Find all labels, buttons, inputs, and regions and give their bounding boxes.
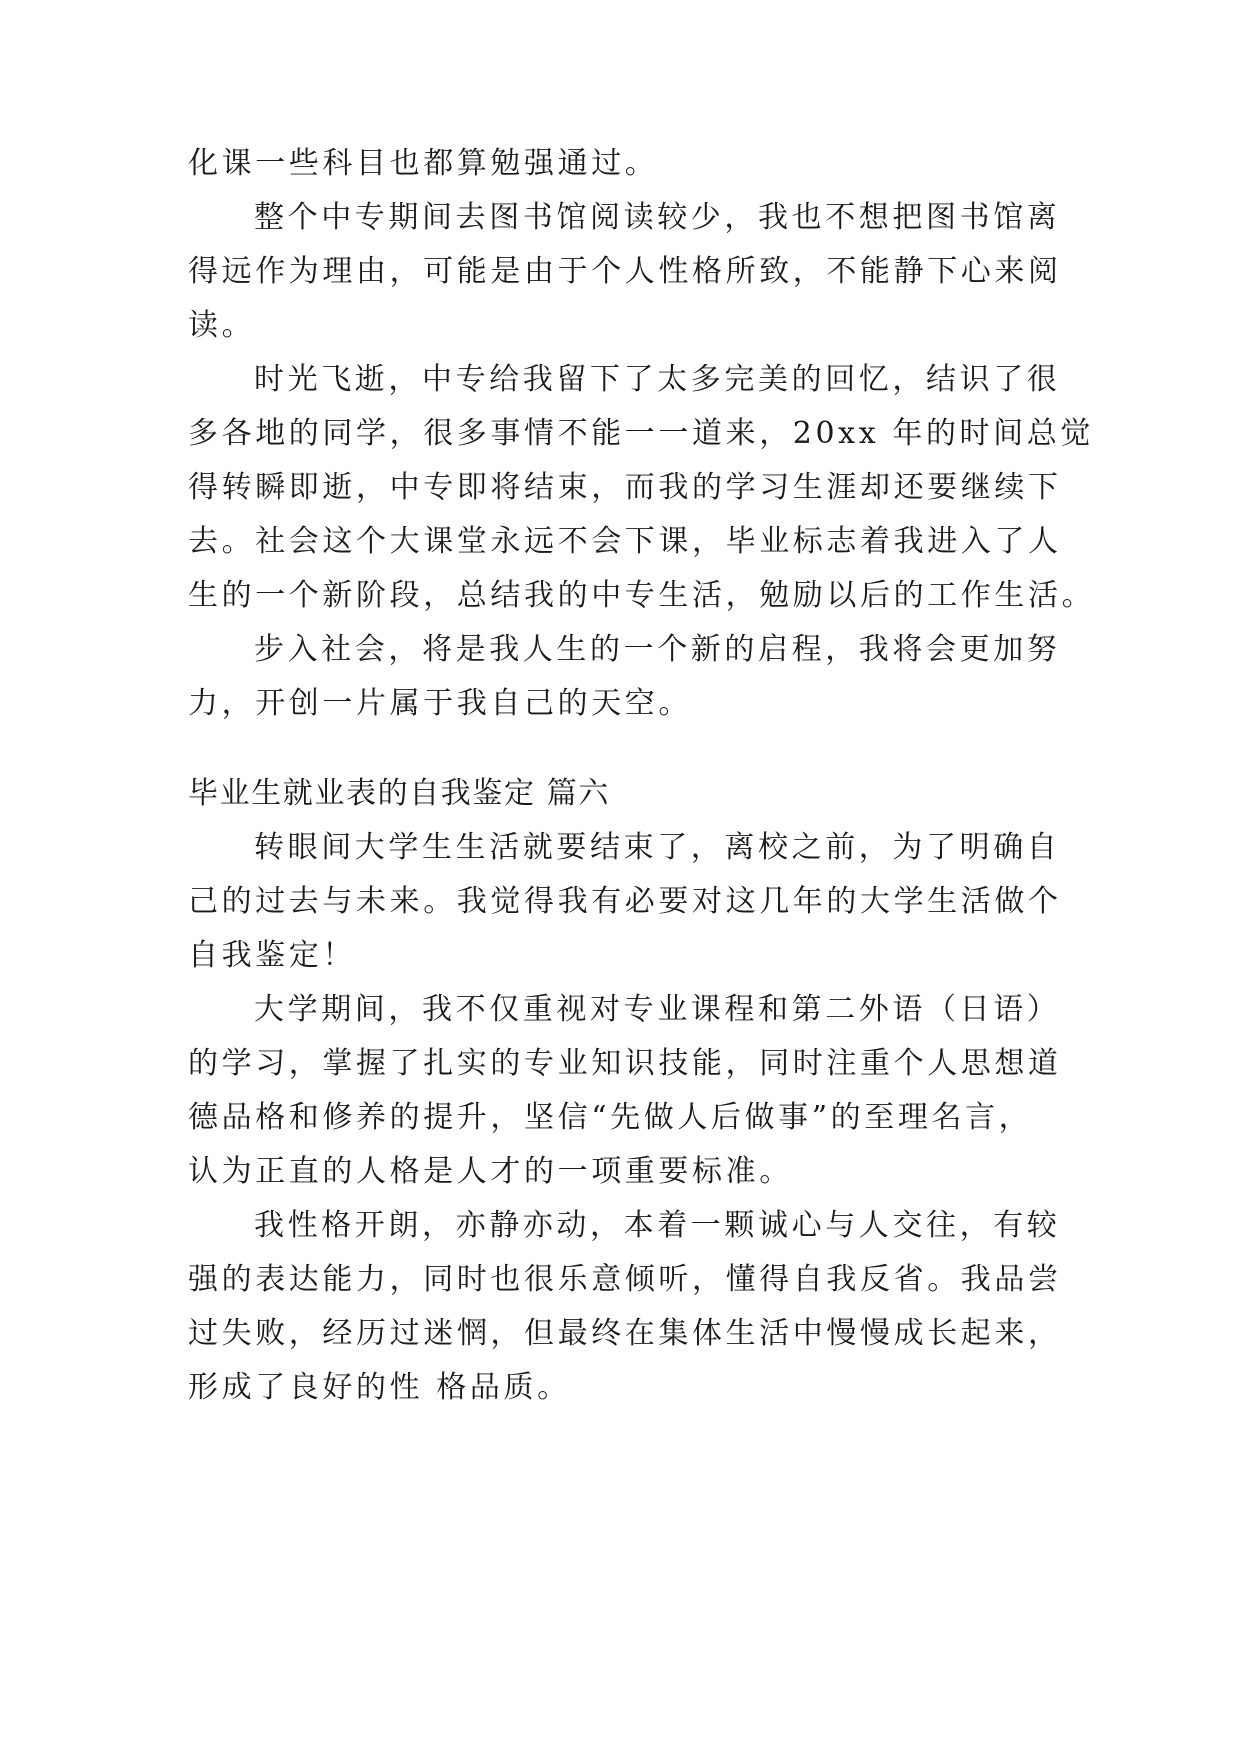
body-text-line: 化课一些科目也都算勉强通过。 — [188, 146, 659, 181]
body-text-line: 力，开创一片属于我自己的天空。 — [188, 686, 692, 721]
body-text-line: 德品格和修养的提升，坚信“先做人后做事”的至理名言， — [188, 1100, 1033, 1135]
body-text-line: 生的一个新阶段，总结我的中专生活，勉励以后的工作生活。 — [188, 578, 1096, 613]
body-text-line: 的学习，掌握了扎实的专业知识技能，同时注重个人思想道 — [188, 1046, 1062, 1081]
section-heading: 毕业生就业表的自我鉴定 篇六 — [188, 776, 610, 811]
paragraph-first-line: 我性格开朗，亦静亦动，本着一颗诚心与人交往，有较 — [254, 1208, 1061, 1243]
paragraph-first-line: 大学期间，我不仅重视对专业课程和第二外语（日语） — [254, 992, 1061, 1027]
body-text-line: 自我鉴定！ — [188, 938, 356, 973]
paragraph-first-line: 转眼间大学生生活就要结束了，离校之前，为了明确自 — [254, 830, 1061, 865]
paragraph-first-line: 步入社会，将是我人生的一个新的启程，我将会更加努 — [254, 632, 1061, 667]
body-text-line: 得转瞬即逝，中专即将结束，而我的学习生涯却还要继续下 — [188, 470, 1062, 505]
body-text-line: 形成了良好的性 格品质。 — [188, 1370, 571, 1405]
body-text-line: 多各地的同学，很多事情不能一一道来，20xx 年的时间总觉 — [188, 416, 1094, 451]
body-text-line: 读。 — [188, 308, 256, 343]
paragraph-first-line: 时光飞逝，中专给我留下了太多完美的回忆，结识了很 — [254, 362, 1061, 397]
paragraph-first-line: 整个中专期间去图书馆阅读较少，我也不想把图书馆离 — [254, 200, 1061, 235]
body-text-line: 己的过去与未来。我觉得我有必要对这几年的大学生活做个 — [188, 884, 1062, 919]
body-text-line: 强的表达能力，同时也很乐意倾听，懂得自我反省。我品尝 — [188, 1262, 1062, 1297]
body-text-line: 得远作为理由，可能是由于个人性格所致，不能静下心来阅 — [188, 254, 1062, 289]
body-text-line: 认为正直的人格是人才的一项重要标准。 — [188, 1154, 793, 1189]
body-text-line: 过失败，经历过迷惘，但最终在集体生活中慢慢成长起来， — [188, 1316, 1062, 1351]
body-text-line: 去。社会这个大课堂永远不会下课，毕业标志着我进入了人 — [188, 524, 1062, 559]
